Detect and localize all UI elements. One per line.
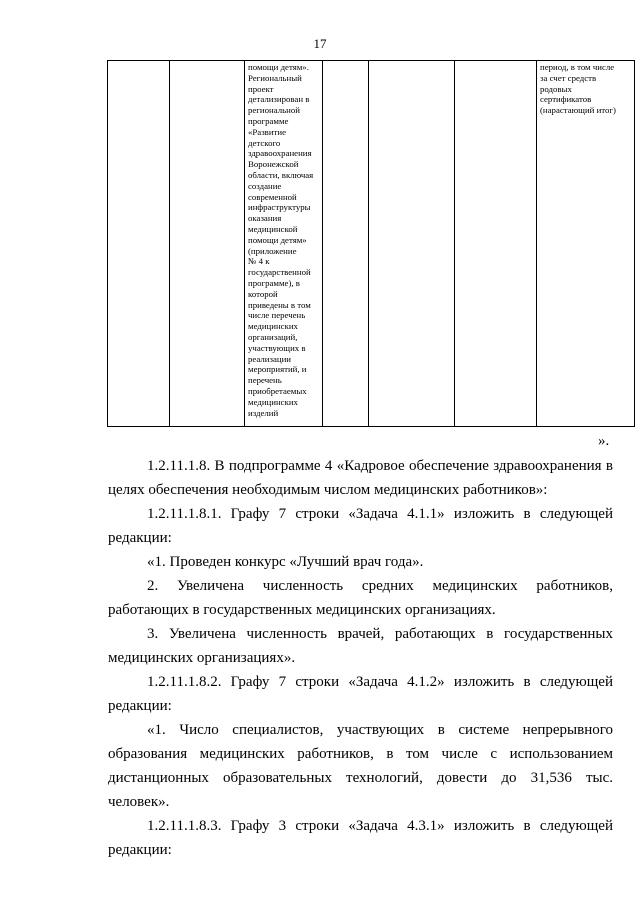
paragraph: «1. Число специалистов, участвующих в системе непрерывного образования медицинских работников, в том числе с использованием дистанционных образовательных технологий, довести до 31,536 тыс. человек».: [108, 722, 613, 810]
paragraph: 1.2.11.1.8.1. Графу 7 строки «Задача 4.1.1» изложить в следующей редакции:: [108, 506, 613, 546]
paragraph: 3. Увеличена численность врачей, работающих в государственных медицинских организациях».: [108, 626, 613, 666]
table-cell-col4: [323, 61, 369, 427]
period-text: период, в том числе за счет средств родовых сертификатов (нарастающий итог): [540, 62, 616, 116]
paragraph: 1.2.11.1.8.2. Графу 7 строки «Задача 4.1.2» изложить в следующей редакции:: [108, 674, 613, 714]
table-cell-col2: [170, 61, 245, 427]
table-cell-col7: [537, 61, 635, 427]
page-number: 17: [313, 36, 327, 51]
paragraph: 2. Увеличена численность средних медицинских работников, работающих в государственных медицинских организациях.: [108, 578, 613, 618]
paragraph: «1. Проведен конкурс «Лучший врач года».: [147, 554, 424, 570]
paragraph: 1.2.11.1.8.3. Графу 3 строки «Задача 4.3.1» изложить в следующей редакции:: [108, 818, 613, 858]
table-cell-col6: [455, 61, 537, 427]
paragraph: 1.2.11.1.8. В подпрограмме 4 «Кадровое обеспечение здравоохранения в целях обеспечения необходимым числом медицинских работников»:: [108, 458, 613, 498]
table-cell-col1: [108, 61, 170, 427]
closing-quote: ».: [598, 433, 610, 449]
table-cell-col5: [369, 61, 455, 427]
regional-project-text: помощи детям». Региональный проект детализирован в региональной программе «Развитие детского здравоохранения Воронежской области, включая создание современной инфраструктуры оказания медицинской помощи детям» (приложение № 4 к государственной программе), в которой приведены в том числе перечень медицинских организаций, участвующих в реализации мероприятий, и перечень приобретаемых медицинских изделий: [248, 62, 314, 418]
table-cell-col3: [245, 61, 323, 427]
program-table: [107, 60, 635, 427]
